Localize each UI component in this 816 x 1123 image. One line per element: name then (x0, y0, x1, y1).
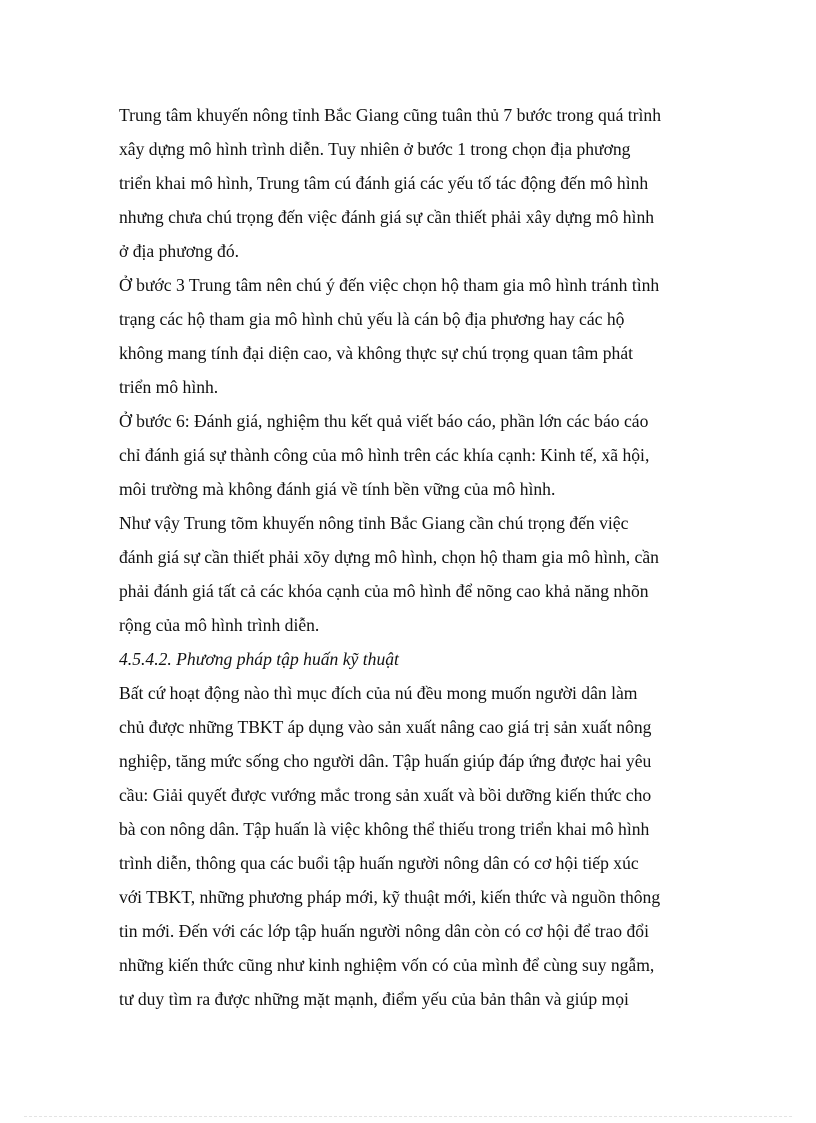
body-text-line: cầu: Giải quyết được vướng mắc trong sản xuất và bồi dưỡng kiến thức cho (119, 785, 652, 805)
body-text-line: chỉ đánh giá sự thành công của mô hình trên các khía cạnh: Kinh tế, xã hội, (119, 445, 650, 465)
body-text-line: tư duy tìm ra được những mặt mạnh, điểm yếu của bản thân và giúp mọi (119, 989, 629, 1009)
body-text-line: Trung tâm khuyến nông tỉnh Bắc Giang cũng tuân thủ 7 bước trong quá trình (119, 105, 662, 125)
section-heading: 4.5.4.2. Phương pháp tập huấn kỹ thuật (119, 649, 399, 669)
body-text-line: môi trường mà không đánh giá về tính bền vững của mô hình. (119, 479, 556, 499)
page-bottom-rule (24, 1116, 792, 1117)
body-text-line: không mang tính đại diện cao, và không thực sự chú trọng quan tâm phát (119, 343, 634, 363)
body-text-line: bà con nông dân. Tập huấn là việc không thể thiếu trong triển khai mô hình (119, 819, 650, 839)
body-text-line: nhưng chưa chú trọng đến việc đánh giá sự cần thiết phải xây dựng mô hình (119, 207, 655, 227)
body-text-line: ở địa phương đó. (119, 241, 240, 261)
body-text-line: phải đánh giá tất cả các khóa cạnh của mô hình để nõng cao khả năng nhõn (119, 581, 649, 601)
body-text-line: Bất cứ hoạt động nào thì mục đích của nú đều mong muốn người dân làm (119, 683, 638, 703)
body-text-line: rộng của mô hình trình diễn. (119, 615, 320, 635)
body-text-line: Ở bước 6: Đánh giá, nghiệm thu kết quả viết báo cáo, phần lớn các báo cáo (119, 411, 649, 431)
body-text-line: trạng các hộ tham gia mô hình chủ yếu là cán bộ địa phương hay các hộ (119, 309, 625, 329)
body-text-line: với TBKT, những phương pháp mới, kỹ thuật mới, kiến thức và nguồn thông (119, 887, 661, 907)
body-text-line: Ở bước 3 Trung tâm nên chú ý đến việc chọn hộ tham gia mô hình tránh tình (119, 275, 660, 295)
body-text-line: tin mới. Đến với các lớp tập huấn người nông dân còn có cơ hội để trao đổi (119, 921, 649, 941)
body-text-line: trình diễn, thông qua các buổi tập huấn người nông dân có cơ hội tiếp xúc (119, 853, 639, 873)
body-text-line: Như vậy Trung tõm khuyến nông tỉnh Bắc Giang cần chú trọng đến việc (119, 513, 629, 533)
body-text-line: chủ được những TBKT áp dụng vào sản xuất nâng cao giá trị sản xuất nông (119, 717, 652, 737)
body-text-line: triển mô hình. (119, 377, 219, 397)
body-text-line: triển khai mô hình, Trung tâm cú đánh giá các yếu tố tác động đến mô hình (119, 173, 649, 193)
body-text-line: nghiệp, tăng mức sống cho người dân. Tập huấn giúp đáp ứng được hai yêu (119, 751, 652, 771)
body-text-line: xây dựng mô hình trình diễn. Tuy nhiên ở bước 1 trong chọn địa phương (119, 139, 631, 159)
body-text-line: đánh giá sự cần thiết phải xõy dựng mô hình, chọn hộ tham gia mô hình, cần (119, 547, 659, 567)
body-text-line: những kiến thức cũng như kinh nghiệm vốn có của mình để cùng suy ngẫm, (119, 955, 655, 975)
